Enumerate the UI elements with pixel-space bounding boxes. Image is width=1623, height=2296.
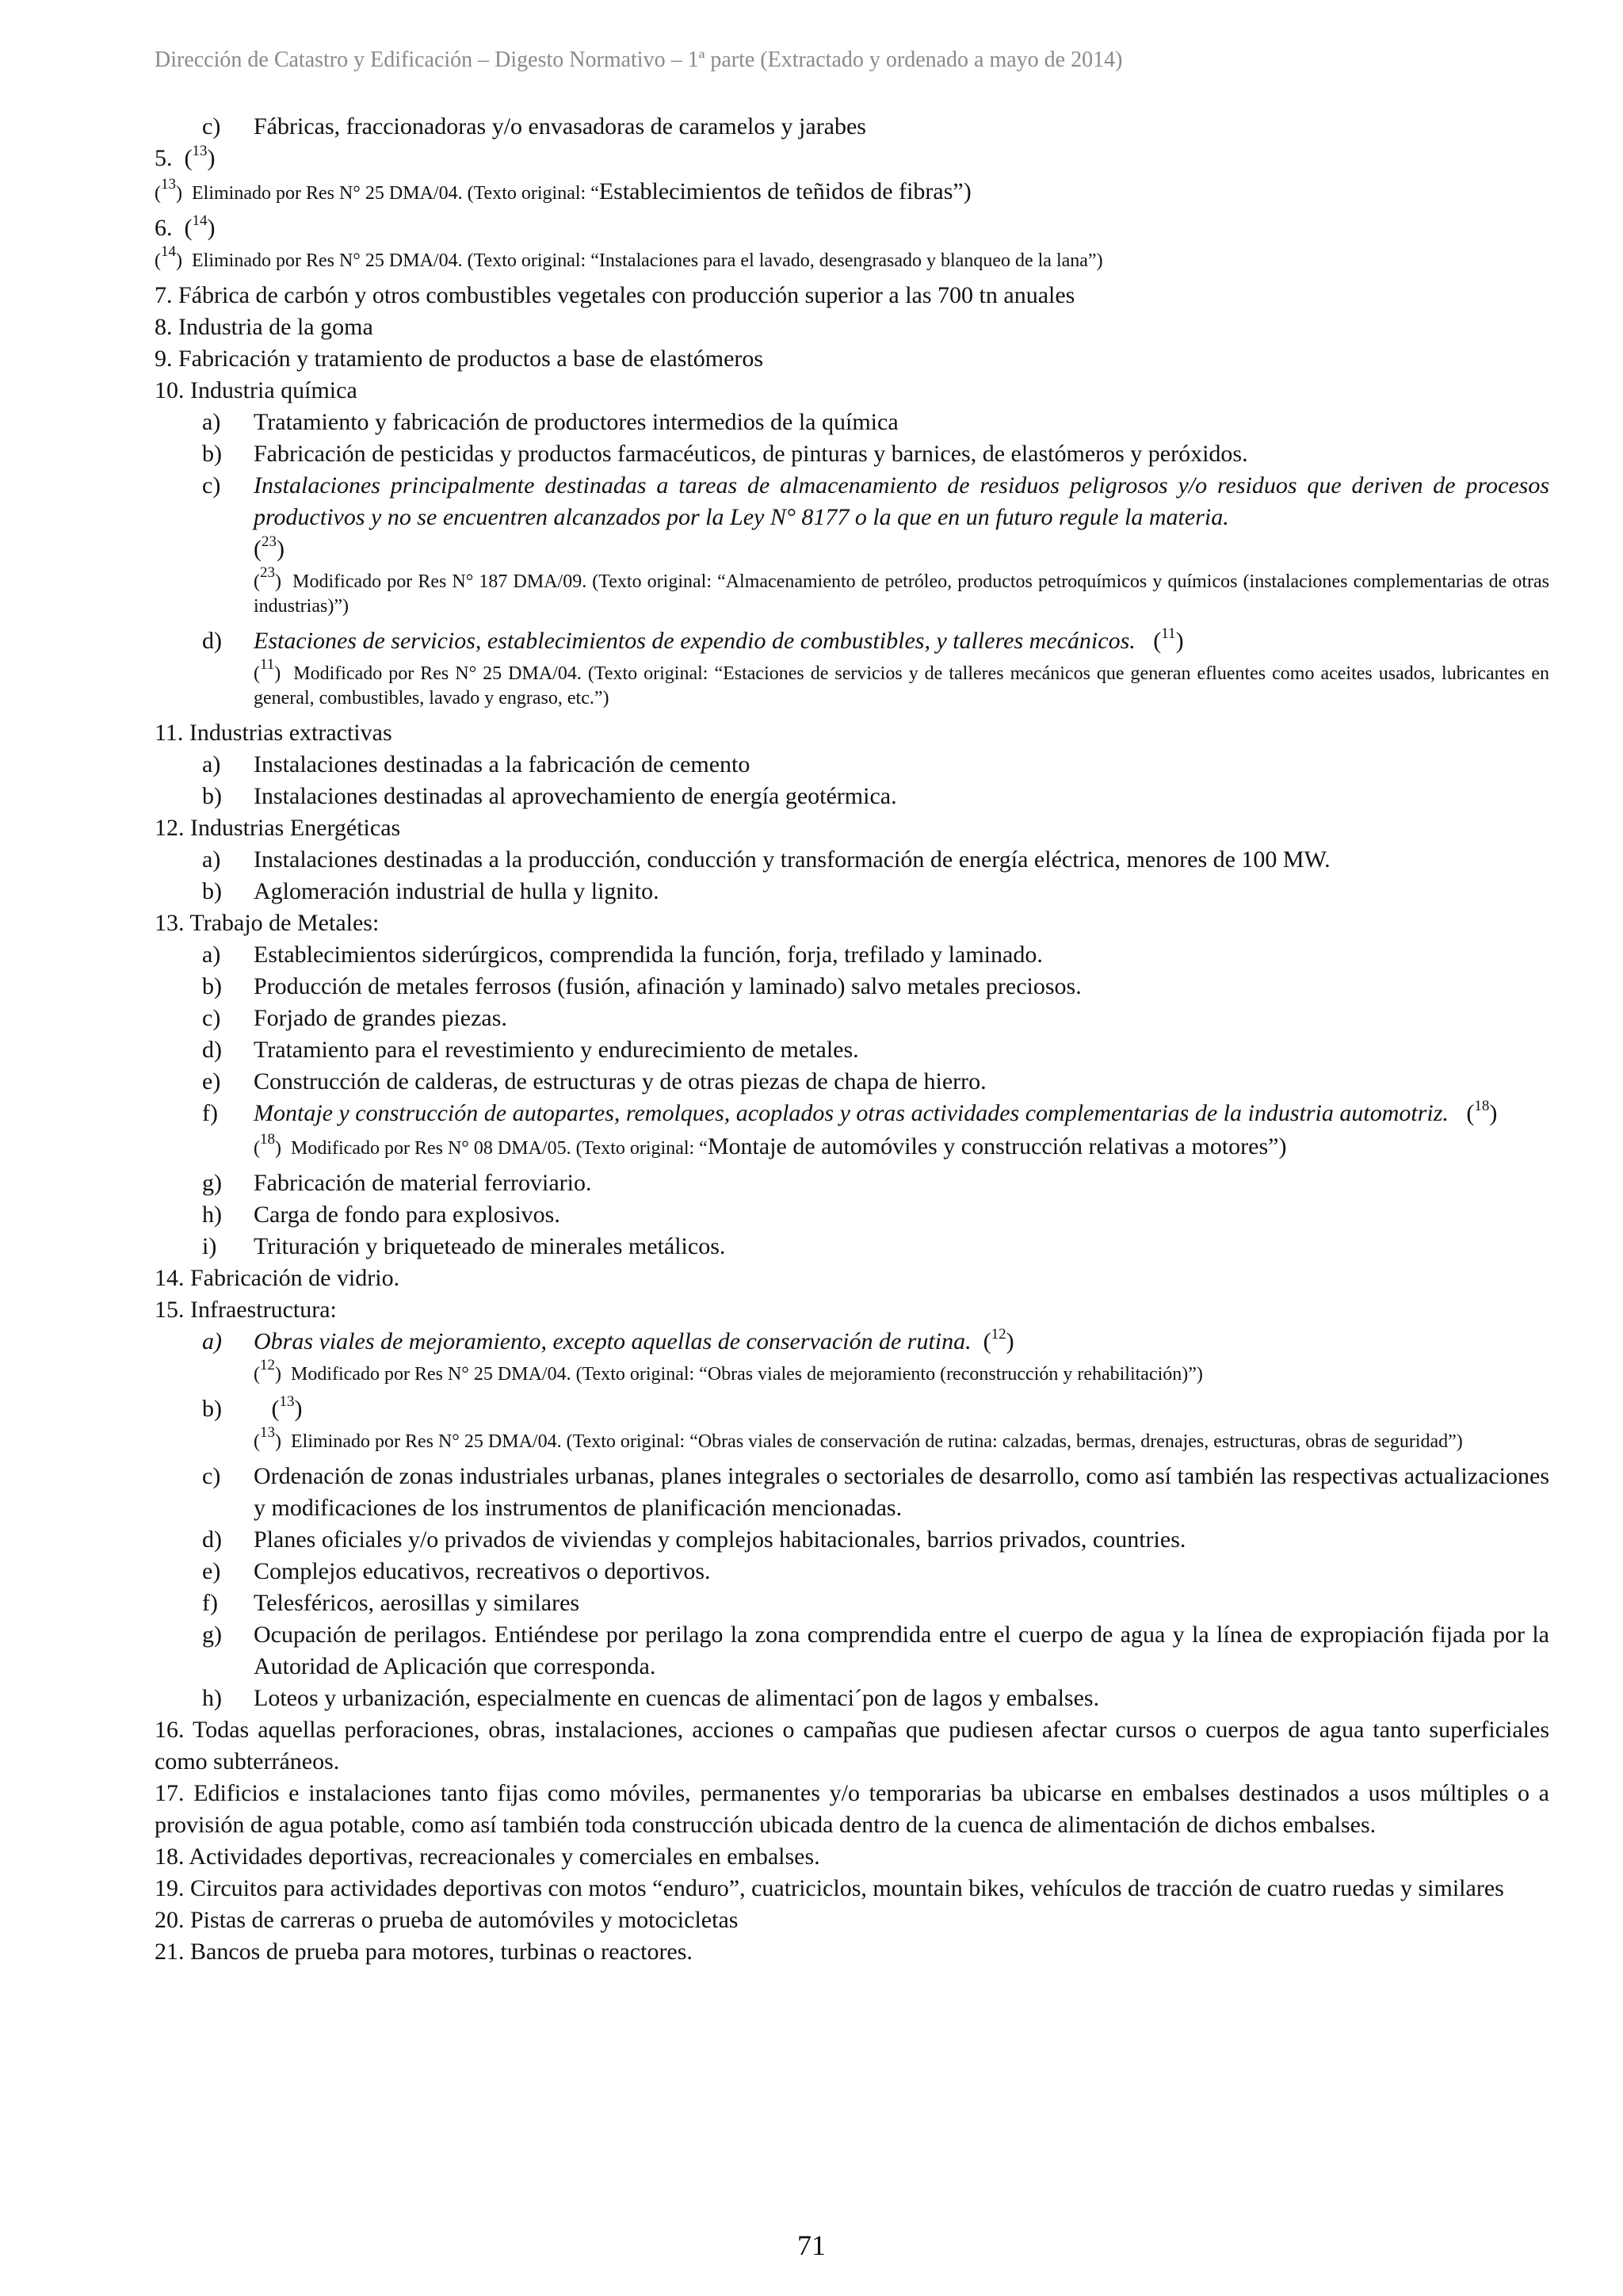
item-label: a) (202, 751, 221, 777)
list-item (155, 1556, 1549, 1587)
footnote: ($^{12}$) Modificado por Res N° 25 DMA/04. (Texto original: “Obras viales de mejoramiento (reconstrucción y rehabilitación)”) (254, 1357, 1203, 1385)
list-item: 14. Fabricación de vidrio. (155, 1265, 400, 1291)
list-item (155, 876, 1549, 907)
footnote-ref: 14 (192, 212, 208, 229)
footnote-ref: 14 (161, 243, 176, 260)
item-label: c) (202, 472, 221, 499)
footnote-text: Modificado por Res N° 08 DMA/05. (Texto original: “ (291, 1138, 708, 1159)
list-item: c) Instalaciones principalmente destinadas a tareas de almacenamiento de residuos peligrosos y/o residuos que deriven de procesos productivos y no se encuentren alcanzados por la Ley N° 8177 o la que en un futuro regule la materia. ($^{23}$) (155, 470, 1549, 565)
list-item: 6. ($^{14}$) (155, 212, 216, 241)
list-item (155, 1524, 1549, 1556)
list-item (155, 1199, 1549, 1231)
footnote-ref: 11 (260, 656, 275, 673)
footnote-ref: 23 (260, 564, 275, 581)
list-item: 21. Bancos de prueba para motores, turbinas o reactores. (155, 1939, 693, 1965)
item-text: Establecimientos siderúrgicos, comprendida la función, forja, trefilado y laminado. (254, 942, 1043, 968)
list-item: b) ($^{13}$) (155, 1393, 1549, 1425)
item-text: Instalaciones destinadas a la producción, conducción y transformación de energía eléctrica, menores de 100 MW. (254, 846, 1331, 873)
item-label: c) (202, 113, 221, 139)
footnote: ($^{11}$) Modificado por Res N° 25 DMA/04. (Texto original: “Estaciones de servicios y de talleres mecánicos que generan efluentes como aceites usados, lubricantes en general, combustibles, lavado y engraso, etc.”) (254, 656, 1549, 709)
footnote-text: Modificado por Res N° 187 DMA/09. (Texto original: “Almacenamiento de petróleo, productos petroquímicos y químicos (instalaciones complementarias de otras industrias)”) (254, 571, 1549, 617)
footnote-text: Modificado por Res N° 25 DMA/04. (Texto original: “Obras viales de mejoramiento (reconstrucción y rehabilitación)”) (291, 1364, 1203, 1385)
footnote-text-quoted: Montaje de automóviles y construcción relativas a motores”) (707, 1133, 1287, 1159)
item-text: Construcción de calderas, de estructuras y de otras piezas de chapa de hierro. (254, 1068, 987, 1095)
item-label: h) (202, 1685, 222, 1711)
item-label: b) (202, 441, 222, 467)
item-label: b) (202, 878, 222, 904)
list-item: f) Montaje y construcción de autopartes, remolques, acoplados y otras actividades complementarias de la industria automotriz. ($^{18}$) (155, 1098, 1549, 1129)
footnote-ref: 23 (262, 533, 277, 550)
list-item (155, 407, 1549, 438)
item-label: d) (202, 628, 222, 654)
list-item (155, 749, 1549, 781)
footnote: ($^{23}$) Modificado por Res N° 187 DMA/09. (Texto original: “Almacenamiento de petróleo, productos petroquímicos y químicos (instalaciones complementarias de otras industrias)”) (254, 564, 1549, 617)
footnote-ref: 13 (161, 176, 176, 193)
list-item: 8. Industria de la goma (155, 314, 373, 340)
item-label: f) (202, 1100, 218, 1126)
item-label: d) (202, 1526, 222, 1553)
item-text: Obras viales de mejoramiento, excepto aquellas de conservación de rutina. (254, 1328, 972, 1354)
list-item: a) Obras viales de mejoramiento, excepto aquellas de conservación de rutina. ($^{12}$) (155, 1326, 1549, 1358)
list-item (155, 844, 1549, 876)
list-item (155, 1167, 1549, 1199)
list-item (155, 1683, 1549, 1714)
item-label: b) (202, 973, 222, 999)
list-item: 20. Pistas de carreras o prueba de automóviles y motocicletas (155, 1907, 739, 1933)
footnote-text-quoted: Establecimientos de teñidos de fibras”) (598, 178, 972, 204)
item-text: Fabricación de material ferroviario. (254, 1170, 592, 1196)
list-item (155, 1461, 1549, 1524)
item-text: Ordenación de zonas industriales urbanas, planes integrales o sectoriales de desarrollo, como así también las respectivas actualizaciones y modificaciones de los instrumentos de planificación mencionadas. (254, 1463, 1549, 1521)
item-label: f) (202, 1590, 218, 1616)
list-item: 17. Edificios e instalaciones tanto fijas como móviles, permanentes y/o temporarias ba ubicarse en embalses destinados a usos múltiples o a provisión de agua potable, como así también toda construcción ubicada dentro de la cuenca de alimentación de dichos embalses. (155, 1780, 1549, 1838)
item-label: b) (202, 1396, 222, 1422)
list-item: 9. Fabricación y tratamiento de productos a base de elastómeros (155, 346, 764, 372)
item-label: c) (202, 1005, 221, 1031)
item-text: Loteos y urbanización, especialmente en cuencas de alimentaci´pon de lagos y embalses. (254, 1685, 1100, 1711)
footnote-text: Modificado por Res N° 25 DMA/04. (Texto original: “Estaciones de servicios y de talleres mecánicos que generan efluentes como aceites usados, lubricantes en general, combustibles, lavado y engraso, etc.”) (254, 663, 1549, 709)
item-text: Instalaciones destinadas al aprovechamiento de energía geotérmica. (254, 783, 897, 809)
item-text: Instalaciones principalmente destinadas a tareas de almacenamiento de residuos peligrosos y/o residuos que deriven de procesos productivos y no se encuentren alcanzados por la Ley N° 8177 o la que en un futuro regule la materia. (254, 472, 1549, 530)
item-text: Complejos educativos, recreativos o deportivos. (254, 1558, 711, 1584)
footnote-ref: 11 (1161, 625, 1176, 642)
item-text: Fabricación de pesticidas y productos farmacéuticos, de pinturas y barnices, de elastómeros y peróxidos. (254, 441, 1248, 467)
footnote-ref: 12 (991, 1326, 1006, 1343)
footnote: ($^{14}$) Eliminado por Res N° 25 DMA/04. (Texto original: “Instalaciones para el lavado, desengrasado y blanqueo de la lana”) (155, 243, 1103, 271)
footnote-ref: 13 (260, 1424, 275, 1441)
list-item (155, 111, 1549, 143)
item-text: Producción de metales ferrosos (fusión, afinación y laminado) salvo metales preciosos. (254, 973, 1082, 999)
item-label: h) (202, 1201, 222, 1228)
item-text: Estaciones de servicios, establecimientos de expendio de combustibles, y talleres mecánicos. (254, 628, 1136, 654)
item-text: Carga de fondo para explosivos. (254, 1201, 560, 1228)
item-text: Tratamiento para el revestimiento y endurecimiento de metales. (254, 1037, 859, 1063)
item-label: e) (202, 1068, 221, 1095)
footnote: ($^{13}$) Eliminado por Res N° 25 DMA/04. (Texto original: “Obras viales de conservación de rutina: calzadas, bermas, drenajes, estructuras, obras de seguridad”) (254, 1424, 1463, 1452)
list-item: d) Estaciones de servicios, establecimientos de expendio de combustibles, y talleres mecánicos. ($^{11}$) (155, 625, 1549, 657)
list-item (155, 1066, 1549, 1098)
list-item: 15. Infraestructura: (155, 1297, 337, 1323)
item-text: Tratamiento y fabricación de productores intermedios de la química (254, 409, 899, 435)
item-number: 5. (155, 145, 173, 171)
footnote: ($^{18}$) Modificado por Res N° 08 DMA/05. (Texto original: “Montaje de automóviles y construcción relativas a motores”) (254, 1131, 1287, 1159)
list-item (155, 1003, 1549, 1034)
list-item (155, 1231, 1549, 1263)
list-item (155, 438, 1549, 470)
item-text: Telesféricos, aerosillas y similares (254, 1590, 580, 1616)
item-label: b) (202, 783, 222, 809)
list-item: 11. Industrias extractivas (155, 720, 392, 746)
list-item: 7. Fábrica de carbón y otros combustibles vegetales con producción superior a las 700 tn anuales (155, 282, 1075, 308)
item-label: a) (202, 409, 221, 435)
item-text: Planes oficiales y/o privados de viviendas y complejos habitacionales, barrios privados, countries. (254, 1526, 1186, 1553)
item-label: d) (202, 1037, 222, 1063)
item-number: 6. (155, 215, 173, 241)
item-label: i) (202, 1233, 217, 1259)
page-number: 71 (797, 2229, 826, 2261)
list-item: 19. Circuitos para actividades deportivas con motos “enduro”, cuatriciclos, mountain bikes, vehículos de tracción de cuatro ruedas y similares (155, 1875, 1504, 1901)
list-item (155, 971, 1549, 1003)
item-text: Instalaciones destinadas a la fabricación de cemento (254, 751, 750, 777)
list-item (155, 781, 1549, 812)
list-item: 13. Trabajo de Metales: (155, 910, 380, 936)
item-text: Forjado de grandes piezas. (254, 1005, 507, 1031)
footnote-ref: 18 (260, 1131, 275, 1148)
item-label: a) (202, 942, 221, 968)
item-text: Fábricas, fraccionadoras y/o envasadoras de caramelos y jarabes (254, 113, 866, 139)
item-label: c) (202, 1463, 221, 1489)
item-text: Trituración y briqueteado de minerales metálicos. (254, 1233, 726, 1259)
list-item: 18. Actividades deportivas, recreacionales y comerciales en embalses. (155, 1843, 820, 1870)
footnote-ref: 13 (192, 143, 208, 159)
item-label: g) (202, 1622, 222, 1648)
footnote-ref: 18 (1474, 1098, 1490, 1114)
footnote-ref: 12 (260, 1357, 275, 1373)
footnote-text: Eliminado por Res N° 25 DMA/04. (Texto original: “Instalaciones para el lavado, desengrasado y blanqueo de la lana”) (192, 250, 1103, 271)
item-label: g) (202, 1170, 222, 1196)
footnote-text: Eliminado por Res N° 25 DMA/04. (Texto original: “ (192, 183, 599, 204)
list-item: 16. Todas aquellas perforaciones, obras, instalaciones, acciones o campañas que pudiesen afectar cursos o cuerpos de agua tanto superficiales como subterráneos. (155, 1717, 1549, 1775)
list-item (155, 1587, 1549, 1619)
item-label: a) (202, 1328, 222, 1354)
page-header: Dirección de Catastro y Edificación – Digesto Normativo – 1ª parte (Extractado y ordenado a mayo de 2014) (155, 48, 1123, 72)
list-item: 10. Industria química (155, 377, 357, 403)
list-item (155, 1034, 1549, 1066)
item-text: Aglomeración industrial de hulla y lignito. (254, 878, 659, 904)
footnote-text: Eliminado por Res N° 25 DMA/04. (Texto original: “Obras viales de conservación de rutina: calzadas, bermas, drenajes, estructuras, obras de seguridad”) (291, 1431, 1463, 1452)
list-item (155, 939, 1549, 971)
item-label: a) (202, 846, 221, 873)
footnote: ($^{13}$) Eliminado por Res N° 25 DMA/04. (Texto original: “Establecimientos de teñidos de fibras”) (155, 176, 972, 204)
list-item (155, 1619, 1549, 1683)
document-body (155, 111, 1549, 1968)
footnote-ref: 13 (279, 1393, 295, 1410)
item-text: Ocupación de perilagos. Entiéndese por perilago la zona comprendida entre el cuerpo de agua y la línea de expropiación fijada por la Autoridad de Aplicación que corresponda. (254, 1622, 1549, 1679)
list-item: 12. Industrias Energéticas (155, 815, 401, 841)
item-label: e) (202, 1558, 221, 1584)
list-item: 5. ($^{13}$) (155, 143, 216, 171)
item-text: Montaje y construcción de autopartes, remolques, acoplados y otras actividades complementarias de la industria automotriz. (254, 1100, 1449, 1126)
